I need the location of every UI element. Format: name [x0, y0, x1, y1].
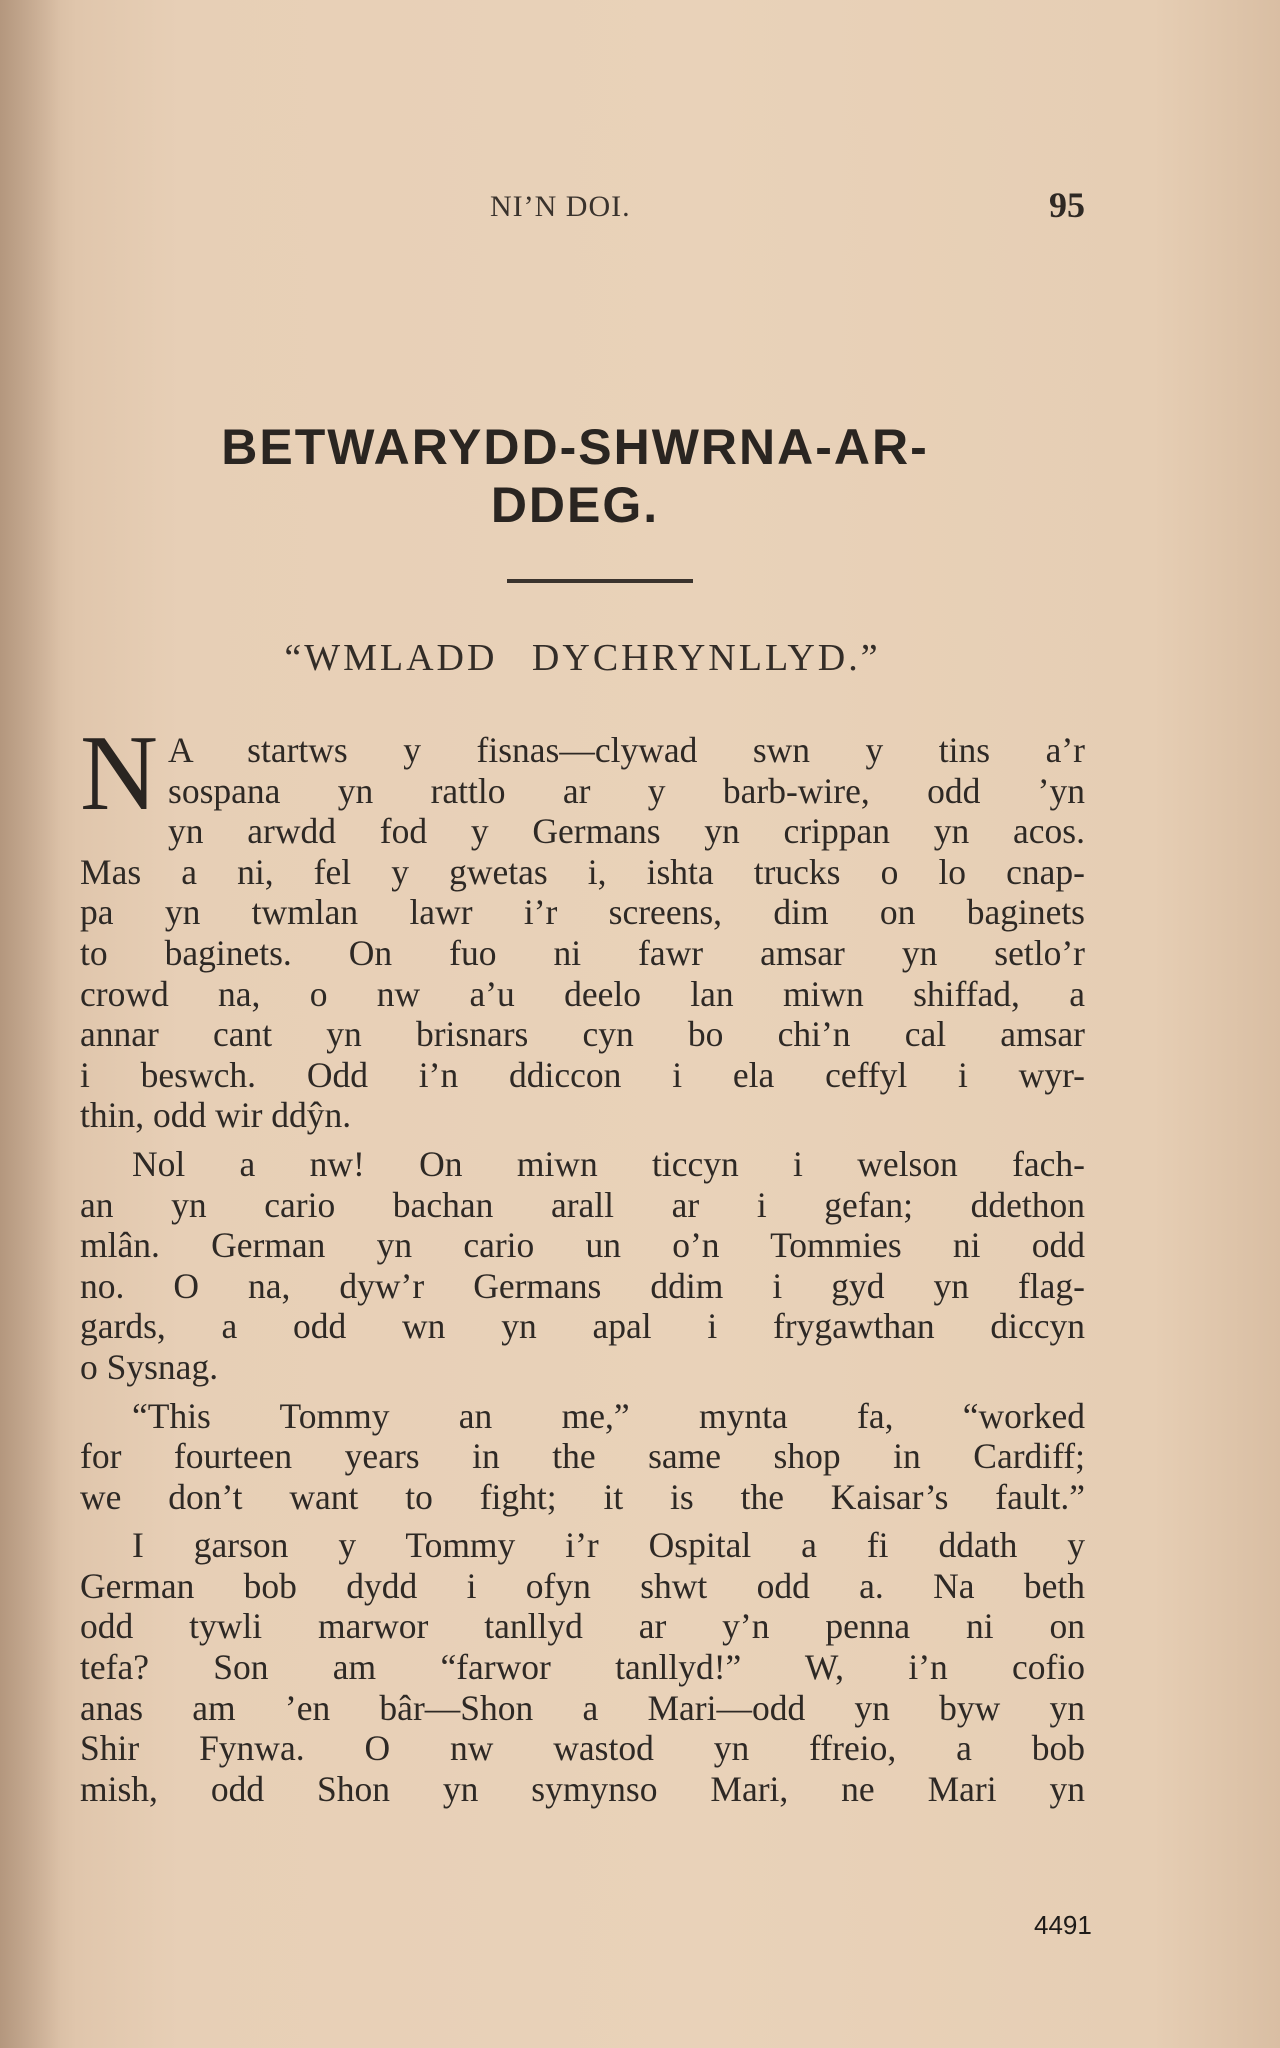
- text-line: Mas a ni, fel y gwetas i, ishta trucks o lo cnap-: [80, 851, 1085, 892]
- text-line: odd tywli marwor tanllyd ar y’n penna ni on: [80, 1606, 1085, 1647]
- text-line: mlân. German yn cario un o’n Tommies ni odd: [80, 1225, 1085, 1266]
- text-line: for fourteen years in the same shop in Cardiff;: [80, 1436, 1085, 1477]
- text-line: to baginets. On fuo ni fawr amsar yn setlo’r: [80, 932, 1085, 973]
- text-line: yn arwdd fod y Germans yn crippan yn acos.: [168, 811, 1085, 852]
- page-binding-shadow: [0, 0, 60, 2048]
- text-line: I garson y Tommy i’r Ospital a fi ddath y: [132, 1525, 1085, 1566]
- text-line: mish, odd Shon yn symynso Mari, ne Mari yn: [80, 1768, 1085, 1809]
- chapter-title-line-1: BETWARYDD-SHWRNA-AR-: [221, 419, 929, 475]
- text-line: thin, odd wir ddŷn.: [80, 1095, 352, 1136]
- body-text: [80, 714, 1085, 1817]
- text-line: German bob dydd i ofyn shwt odd a. Na beth: [80, 1565, 1085, 1606]
- chapter-title-line-2: DDEG.: [490, 477, 660, 533]
- running-title: NI’N DOI.: [490, 190, 631, 223]
- paragraph-3: [80, 1396, 1085, 1518]
- text-line: crowd na, o nw a’u deelo lan miwn shiffad, a: [80, 973, 1085, 1014]
- text-line: annar cant yn brisnars cyn bo chi’n cal amsar: [80, 1014, 1085, 1055]
- text-line: tefa? Son am “farwor tanllyd!” W, i’n cofio: [80, 1647, 1085, 1688]
- text-line: pa yn twmlan lawr i’r screens, dim on baginets: [80, 892, 1085, 933]
- text-line: anas am ’en bâr—Shon a Mari—odd yn byw yn: [80, 1687, 1085, 1728]
- drop-cap: N: [80, 714, 158, 833]
- text-line: o Sysnag.: [80, 1346, 219, 1387]
- title-rule: [507, 579, 693, 583]
- paragraph-4: [80, 1525, 1085, 1809]
- text-line: “This Tommy an me,” mynta fa, “worked: [132, 1395, 1085, 1436]
- page-number: 95: [1049, 185, 1085, 225]
- text-line: no. O na, dyw’r Germans ddim i gyd yn flag-: [80, 1265, 1085, 1306]
- text-line: an yn cario bachan arall ar i gefan; ddethon: [80, 1184, 1085, 1225]
- text-line: we don’t want to fight; it is the Kaisar’s fault.”: [80, 1476, 1085, 1517]
- text-line: i beswch. Odd i’n ddiccon i ela ceffyl i wyr-: [80, 1054, 1085, 1095]
- archive-stamp-number: 4491: [1034, 1910, 1092, 1940]
- section-heading: “WMLADD DYCHRYNLLYD.”: [284, 637, 881, 679]
- text-line: gards, a odd wn yn apal i frygawthan diccyn: [80, 1306, 1085, 1347]
- text-line: sospana yn rattlo ar y barb-wire, odd ’yn: [168, 770, 1085, 811]
- text-line: Shir Fynwa. O nw wastod yn ffreio, a bob: [80, 1728, 1085, 1769]
- text-line: Nol a nw! On miwn ticcyn i welson fach-: [132, 1143, 1085, 1184]
- paragraph-2: [80, 1144, 1085, 1388]
- chapter-title: [140, 418, 1010, 534]
- text-line: A startws y fisnas—clywad swn y tins a’r: [168, 730, 1085, 770]
- running-head: [80, 184, 1085, 234]
- paragraph-1: [80, 714, 1085, 1136]
